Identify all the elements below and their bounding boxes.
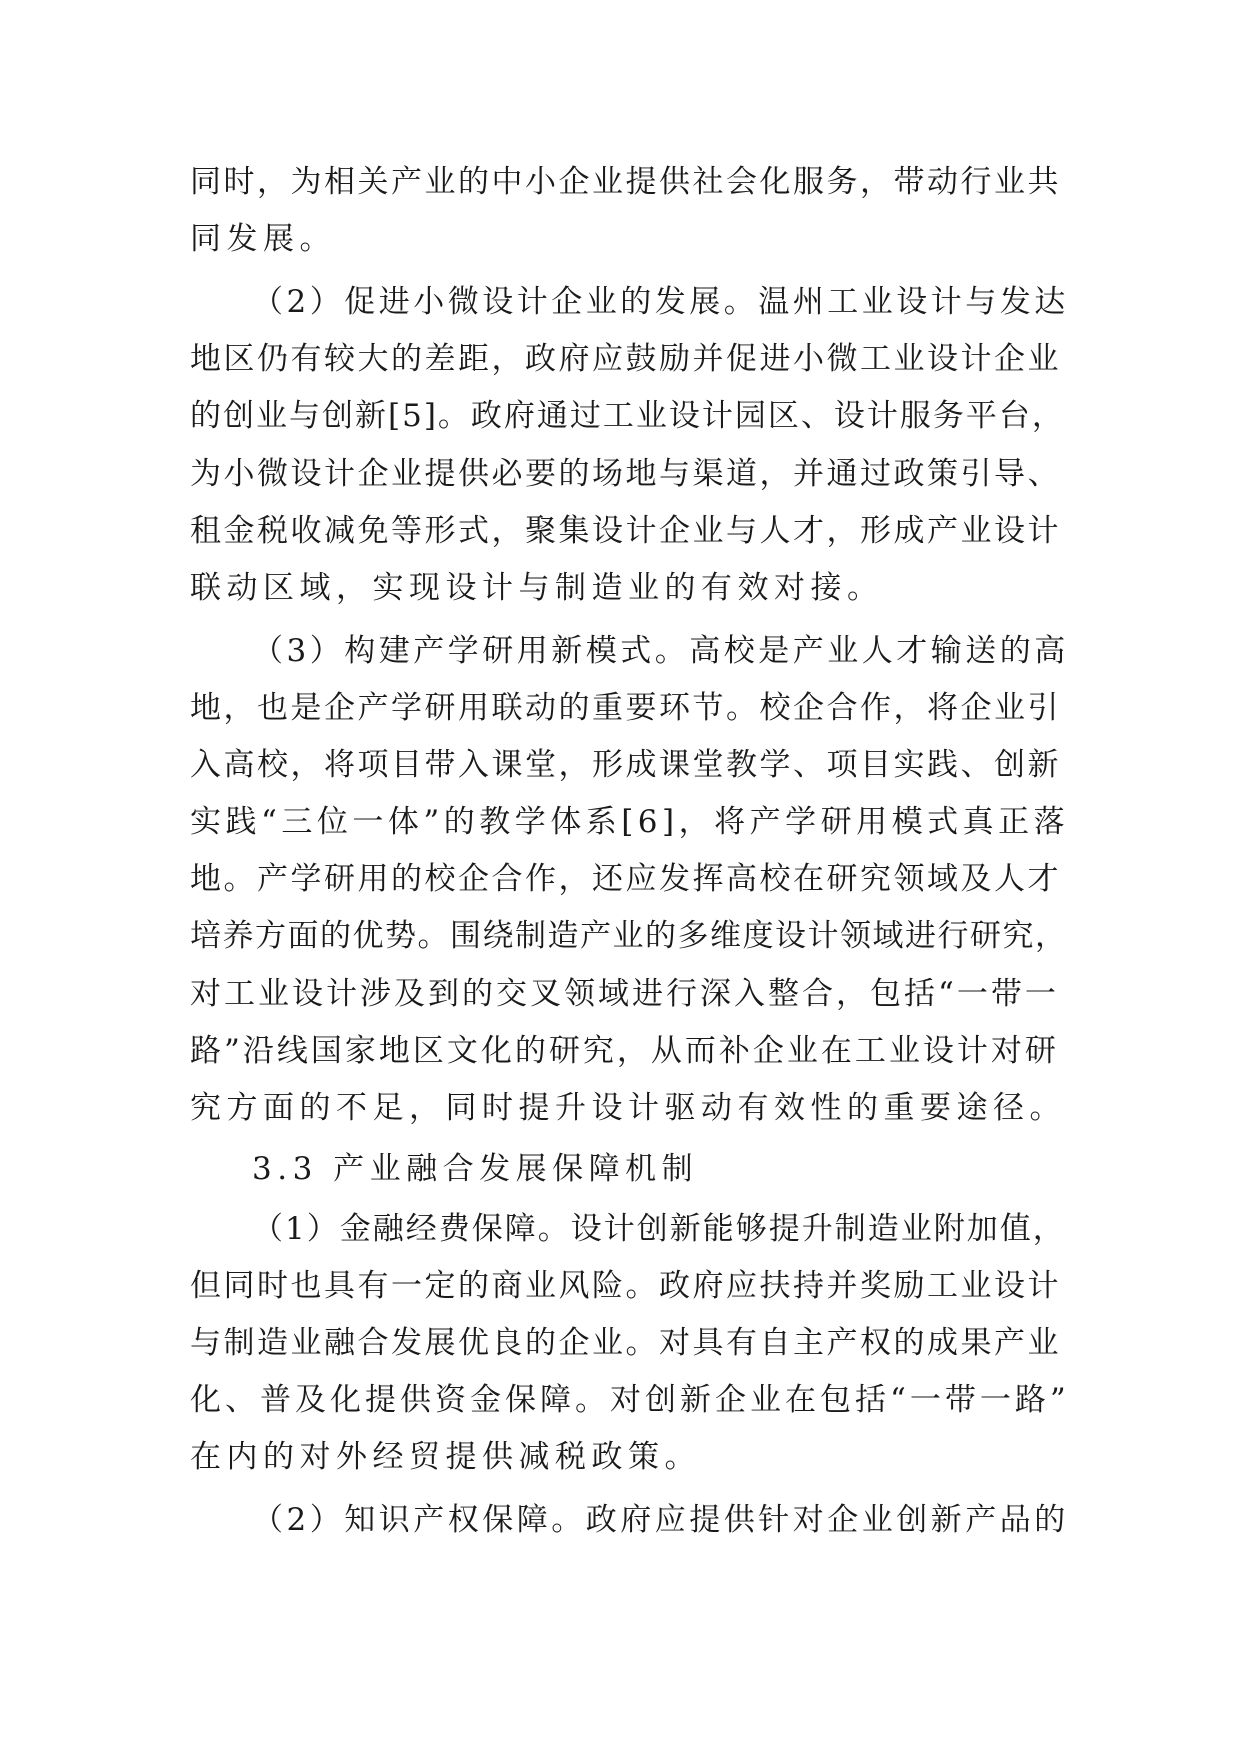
text-line: 化、普及化提供资金保障。对创新企业在包括“一带一路” — [190, 1382, 1070, 1418]
text-line: 在内的对外经贸提供减税政策。 — [190, 1439, 701, 1475]
paragraph-heading-2: （2）促进小微设计企业的发展。温州工业设计与发达 — [252, 284, 1069, 320]
text-line: 地。产学研用的校企合作，还应发挥高校在研究领域及人才 — [190, 861, 1061, 897]
text-line: 同发展。 — [190, 221, 336, 257]
text-line: 实践“三位一体”的教学体系[6]，将产学研用模式真正落 — [190, 804, 1070, 840]
paragraph-heading-3: （3）构建产学研用新模式。高校是产业人才输送的高 — [252, 633, 1069, 669]
text-line: 对工业设计涉及到的交叉领域进行深入整合，包括“一带一 — [190, 976, 1059, 1012]
text-line: 入高校，将项目带入课堂，形成课堂教学、项目实践、创新 — [190, 747, 1061, 783]
text-line: 地，也是企产学研用联动的重要环节。校企合作，将企业引 — [190, 690, 1061, 726]
paragraph-heading-2b: （2）知识产权保障。政府应提供针对企业创新产品的 — [252, 1502, 1069, 1538]
text-line: 同时，为相关产业的中小企业提供社会化服务，带动行业共 — [190, 164, 1061, 200]
text-line: 联动区域，实现设计与制造业的有效对接。 — [190, 570, 884, 606]
text-line: 为小微设计企业提供必要的场地与渠道，并通过政策引导、 — [190, 456, 1061, 492]
paragraph-heading-1: （1）金融经费保障。设计创新能够提升制造业附加值， — [252, 1211, 1066, 1247]
text-line: 究方面的不足，同时提升设计驱动有效性的重要途径。 — [190, 1090, 1066, 1126]
text-line: 与制造业融合发展优良的企业。对具有自主产权的成果产业 — [190, 1325, 1061, 1361]
text-line: 培养方面的优势。围绕制造产业的多维度设计领域进行研究， — [190, 918, 1068, 954]
text-line: 路”沿线国家地区文化的研究，从而补企业在工业设计对研 — [190, 1033, 1059, 1069]
text-line: 租金税收减免等形式，聚集设计企业与人才，形成产业设计 — [190, 513, 1061, 549]
section-heading: 3.3 产业融合发展保障机制 — [252, 1151, 699, 1187]
text-line: 的创业与创新[5]。政府通过工业设计园区、设计服务平台， — [190, 398, 1065, 434]
text-line: 但同时也具有一定的商业风险。政府应扶持并奖励工业设计 — [190, 1268, 1061, 1304]
text-line: 地区仍有较大的差距，政府应鼓励并促进小微工业设计企业 — [190, 341, 1061, 377]
